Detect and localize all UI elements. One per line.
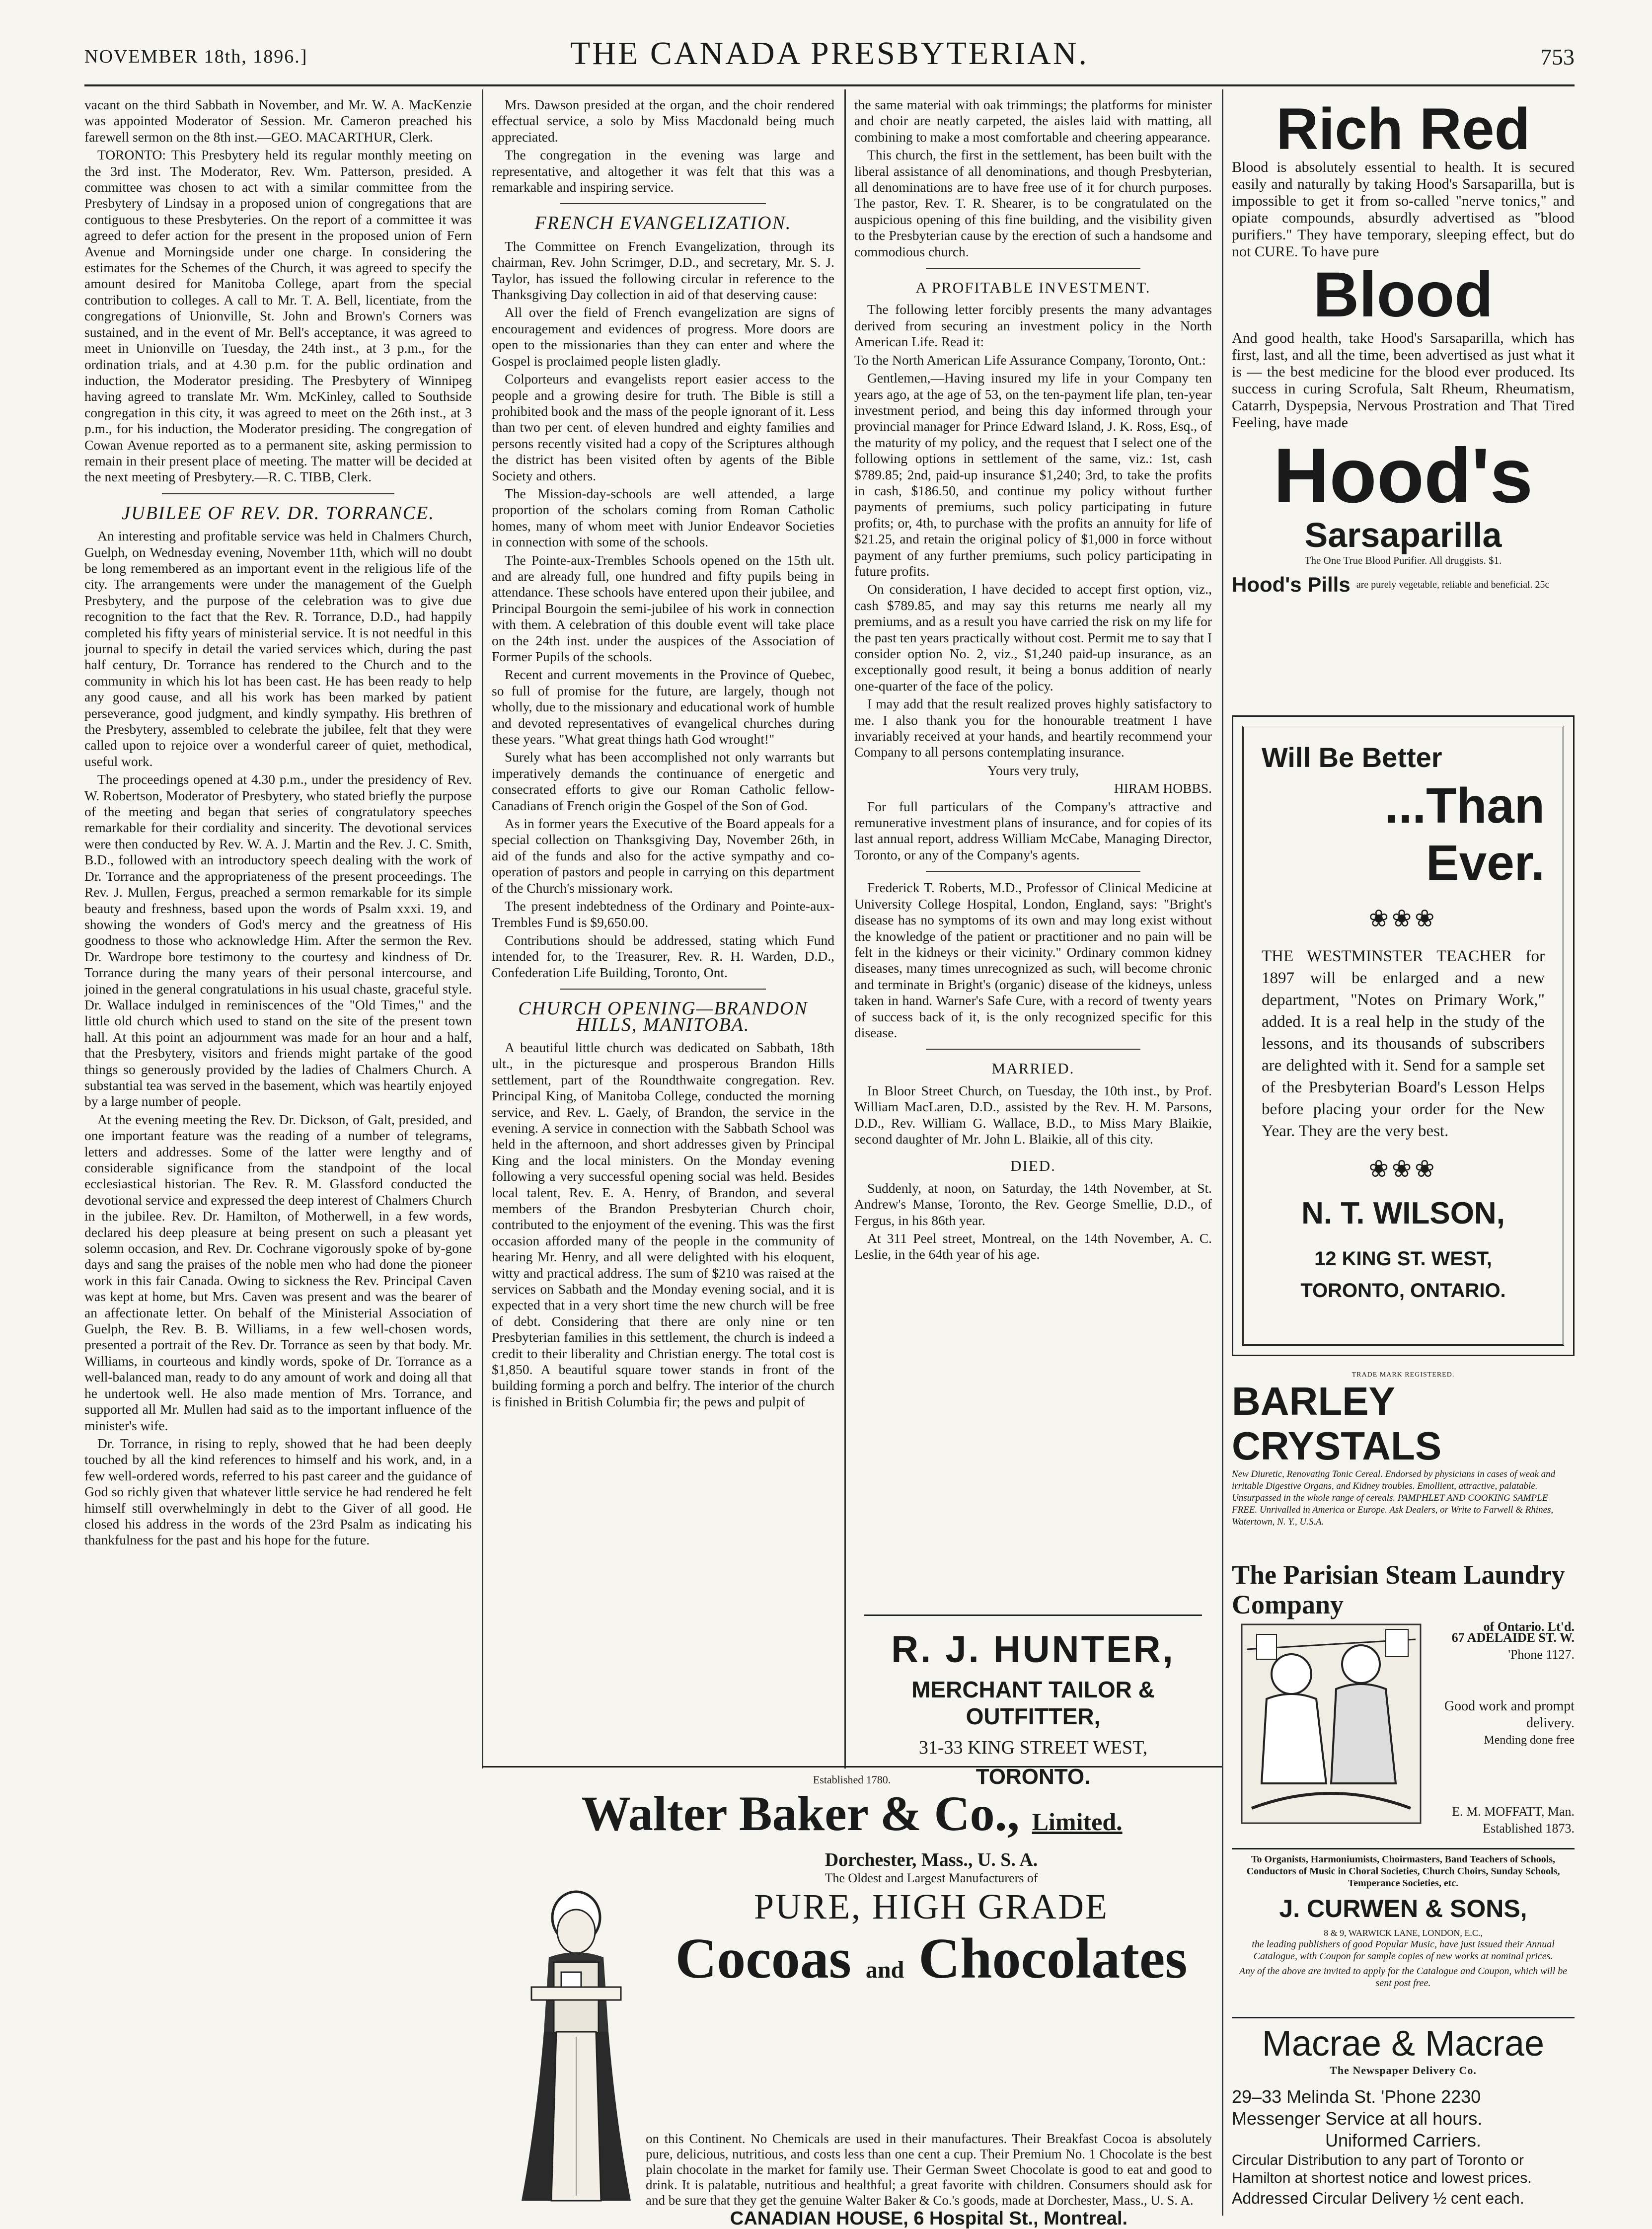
article-paragraph: Colporteurs and evangelists report easier access to the people and a growing desire for truth. The Bible is still a prohibited book and the mass of the people ignorant of it. Less than two per cent. of eleven hundred and eighty families and persons recently visited had a copy of the Scriptures although the district has been visited often by agents of the Bible Society and others. [492,371,834,483]
article-paragraph: vacant on the third Sabbath in November, and Mr. W. A. MacKenzie was appointed Moderator of Session. Mr. Cameron preached his farewell sermon on the 8th inst.—GEO. MACARTHUR, Clerk. [84,97,472,145]
hoods-pills [1232,573,1575,597]
macrae-ad [1232,2017,1575,2222]
section-rule [162,493,394,494]
article-paragraph: This church, the first in the settlement, has been built with the liberal assistance of all denominations, and though Presbyterian, all denominations are to have free use of it for church purposes. The pastor, Rev. T. R. Shearer, is to be congratulated on the auspicious opening of this fine building, and the visibility given to the Presbyterian cause by the erection of such a handsome and commodious church. [854,147,1212,259]
article-paragraph: The following letter forcibly presents the many advantages derived from securing an investment policy in the North American Life. Read it: [854,302,1212,350]
page-header [84,35,1575,79]
macrae-line-3: Uniformed Carriers. [1325,2130,1482,2151]
article-paragraph: TORONTO: This Presbytery held its regular monthly meeting on the 3rd inst. The Moderator, Rev. Wm. Patterson, presided. A committee was chosen to act with a similar committee from the Presbytery of Lindsay in a proposed union of congregations that are contiguous to these Presbyteries. On the report of a committee it was agreed to defer action for the present in the proposed union of Fern Avenue and Morningside under one charge. In considering the estimates for the Schemes of the Church, it was agreed to specify the amount desired for Manitoba College, apart from the special contribution to colleges. A call to Mr. T. A. Bell, licentiate, from the congregations of Unionville, St. John and Brown's Corners was sustained, and in the event of Mr. Bell's acceptance, it was agreed to meet in Unionville on Tuesday, the 24th inst., at 3 p.m., for the ordination trials, and at 4.30 p.m. for the public ordination and induction, the Moderator presiding. The Presbytery of Winnipeg having agreed to translate Mr. Wm. McKinley, called to Southside congregation in this city, it was agreed to meet on the 26th inst., at 3 p.m., for his induction, the Moderator presiding. The congregation of Cowan Avenue reported as to a permanent site, asking permission to remain in their present place of meeting. The matter will be decided at the next meeting of Presbytery.—R. C. TIBB, Clerk. [84,147,472,485]
notice-paragraph: Suddenly, at noon, on Saturday, the 14th November, at St. Andrew's Manse, Toronto, the Rev. George Smellie, D.D., of Fergus, in his 86th year. [854,1180,1212,1228]
article-column-2 [492,97,834,1761]
baker-cocoas: Cocoas [675,1927,851,1991]
hunter-trade: MERCHANT TAILOR & OUTFITTER, [911,1677,1155,1729]
ad-inner-border [1242,726,1564,1346]
section-rule [926,1049,1140,1050]
section-rule [926,871,1140,872]
baker-chocolates: Chocolates [918,1927,1188,1991]
parisian-mending: Mending done free [1484,1734,1575,1747]
hoods-text-1: Blood is absolutely essential to health. It is secured easily and naturally by taking Hood's Sarsaparilla, but is impossible to get it from so-called "nerve tonics," and opiate compounds, absurdly advertised as "blood purifiers." They have temporary, sleeping effect, but do not CURE. To have pure [1232,159,1575,260]
column-divider [482,89,483,1768]
article-heading: FRENCH EVANGELIZATION. [534,213,792,234]
article-paragraph: Contributions should be addressed, stating which Fund intended for, to the Treasurer, Rev. R. H. Warden, D.D., Confederation Life Building, Toronto, Ont. [492,932,834,980]
parisian-laundry-ad [1232,1560,1575,1848]
ornament: ❀❀❀ [1368,1156,1438,1182]
article-heading: A PROFITABLE INVESTMENT. [915,279,1151,297]
section-rule [560,203,766,204]
walter-baker-ad [482,1768,1222,2229]
section-rule [926,268,1140,269]
macrae-line-5: Addressed Circular Delivery ½ cent each. [1232,2189,1524,2207]
article-heading: JUBILEE OF REV. DR. TORRANCE. [122,502,435,524]
notice-paragraph: In Bloor Street Church, on Tuesday, the 10th inst., by Prof. William MacLaren, D.D., assisted by the Rev. H. M. Parsons, D.D., Rev. William G. Wallace, B.D., to Miss Mary Blaikie, second daughter of Mr. John L. Blaikie, all of this city. [854,1082,1212,1147]
parisian-work: Good work and prompt delivery. [1444,1698,1575,1731]
baker-body-text: on this Continent. No Chemicals are used in their manufactures. Their Breakfast Cocoa is absolutely pure, delicious, nutritious, and costs less than one cent a cup. Their Premium No. 1 Chocolate is the best plain chocolate in the market for family use. Their German Sweet Chocolate is good to eat and good to drink. It is palatable, nutritious and healthful; a great favorite with children. Consumers should ask for and be sure that they get the genuine Walter Baker & Co.'s goods, made at Dorchester, Mass., U. S. A. [646,2131,1212,2208]
article-column-1 [84,97,472,2218]
macrae-line-4: Circular Distribution to any part of Toronto or Hamilton at shortest notice and lowest prices. [1232,2152,1532,2186]
article-paragraph: The Committee on French Evangelization, through its chairman, Rev. John Scrimger, D.D., and secretary, Mr. S. J. Taylor, has issued the following circular in reference to the Thanksgiving Day collection in aid of that deserving cause: [492,238,834,303]
page-number: 753 [1540,44,1575,70]
baker-cocoas-chocolates [641,1927,1222,2001]
curwen-note: Any of the above are invited to apply for the Catalogue and Coupon, which will be sent post free. [1239,1966,1568,1989]
article-paragraph: Dr. Torrance, in rising to reply, showed that he had been deeply touched by all the kind references to himself and his work, and, in a few well-ordered words, referred to his past career and the guidance of God so richly given that whatever little service he had rendered he felt himself still overwhelmingly in debt to the Giver of all good. He closed his address in the words of the 23rd Psalm as indicating his thankfulness for the past and his hope for the future. [84,1435,472,1548]
ad-rule [1232,1848,1575,1849]
article-paragraph: I may add that the result realized proves highly satisfactory to me. I also thank you for the honourable treatment I have invariably received at your hands, and heartily recommend your Company to all persons contemplating insurance. [854,696,1212,760]
hunter-name: R. J. HUNTER, [891,1628,1175,1671]
parisian-sub: of Ontario. Lt'd. [1483,1619,1575,1634]
parisian-title: The Parisian Steam Laundry Company [1232,1560,1565,1619]
macrae-line-1: 29–33 Melinda St. 'Phone 2230 [1232,2086,1481,2107]
baker-place: Dorchester, Mass., U. S. A. [825,1849,1038,1870]
barley-trademark: TRADE MARK REGISTERED. [1352,1371,1455,1379]
header-rule [84,84,1575,86]
article-column-3 [854,97,1212,1304]
article-paragraph: The Pointe-aux-Trembles Schools opened on the 15th ult. and are already full, one hundred and fifty pupils being in attendance. These schools have entered upon their jubilee, and Principal Bourgoin the semi-jubilee of his work in connection with them. A celebration of this double event will take place on the 24th inst. under the auspices of the Association of Former Pupils of the schools. [492,552,834,664]
la-belle-chocolatiere-illustration [502,1883,651,2211]
baker-name [482,1786,1222,1849]
hoods-headline-blood: Blood [1313,259,1494,330]
article-paragraph: All over the field of French evangelization are signs of encouragement and evidences of progress. More doors are open to the missionaries than they can enter and where the Gospel is proclaimed people listen gladly. [492,305,834,369]
curwen-address: 8 & 9, WARWICK LANE, LONDON, E.C., [1324,1928,1483,1938]
hunter-address: 31-33 KING STREET WEST, [918,1737,1148,1758]
westminster-teacher-ad [1232,715,1575,1356]
baker-product-line: PURE, HIGH GRADE [754,1887,1109,1926]
westminster-addr-1: 12 KING ST. WEST, [1314,1248,1492,1270]
article-paragraph: The proceedings opened at 4.30 p.m., under the presidency of Rev. W. Robertson, Moderator of Presbytery, who stated briefly the purpose of the meeting and began that series of congratulatory speeches remarkable for their cordiality and sincerity. The devotional services were then conducted by Rev. W. A. J. Martin and the Rev. J. C. Smith, B.D., followed with an introductory speech dealing with the work of Dr. Torrance and the appropriateness of the present proceedings. The Rev. J. Mullen, Fergus, preached a sermon remarkable for its simple beauty and freshness, based upon the words of Psalm xxxi. 19, and showing the wonders of God's mercy and the greatness of His goodness to those who acknowledge Him. After the sermon the Rev. Dr. Wardrope bore testimony to the courtesy and kindness of Dr. Torrance during the many years of their personal intercourse, and joined in the general congratulations in his usual chaste, graceful style. Dr. Wallace indulged in reminiscences of the "Old Times," and the little old church which used to stand on the site of the present town hall. At this point an adjournment was made for an hour and a half, that the Presbytery, visitors and friends might partake of the good things so generously provided by the ladies of Chalmers Church. A substantial tea was served in the basement, which was heartily enjoyed by a large number of people. [84,771,472,1109]
curwen-text: the leading publishers of good Popular Music, have just issued their Annual Catalogue, with Coupon for sample copies of new works at nominal prices. [1252,1939,1555,1962]
westminster-address [1262,1243,1545,1307]
section-rule [560,989,766,990]
hoods-product: Sarsaparilla [1304,516,1502,554]
hoods-pills-name: Hood's Pills [1232,573,1351,596]
hoods-text-2: And good health, take Hood's Sarsaparilla, which has first, last, and all the time, been advertised as just what it is — the best medicine for the blood ever produced. Its success in curing Scrofula, Salt Rheum, Rheumatism, Catarrh, Dyspepsia, Nervous Prostration and That Tired Feeling, have made [1232,330,1575,431]
curwen-audience: To Organists, Harmoniumists, Choirmasters, Band Teachers of Schools, Conductors of Music in Choral Societies, Church Choirs, Sunday Schools, Temperance Societies, etc. [1246,1854,1560,1889]
hoods-headline-rich-red: Rich Red [1276,96,1530,162]
article-paragraph: the same material with oak trimmings; the platforms for minister and choir are neatly carpeted, the aisles laid with matting, all combining to make a most comfortable and cheering appearance. [854,97,1212,145]
article-paragraph: For full particulars of the Company's attractive and remunerative investment plans of insurance, and for copies of its last annual report, address William McCabe, Managing Director, Toronto, or any of the Company's agents. [854,798,1212,862]
article-paragraph: As in former years the Executive of the Board appeals for a special collection on Thanksgiving Day, November 26th, in aid of the funds and also for the active sympathy and co-operation of pastors and people in carrying on this department of the Church's missionary work. [492,816,834,896]
masthead: THE CANADA PRESBYTERIAN. [570,35,1089,72]
article-paragraph: A beautiful little church was dedicated on Sabbath, 18th ult., in the picturesque and prosperous Brandon Hills settlement, part of the Roundthwaite congregation. Rev. Principal King, of Manitoba College, conducted the morning service, and Rev. L. Gaely, of Brandon, the service in the evening. A service in connection with the Sabbath School was held in the afternoon, and short addresses given by Principal King and the local ministers. On the Monday evening following a very successful opening social was held. Besides local talent, Rev. E. A. Henry, of Brandon, and several members of the Brandon Presbyterian Church choir, contributed to the enjoyment of the evening. This was the first occasion afforded many of the people in the community of hearing Mr. Henry, and all were delighted with his eloquent, witty and practical address. The sum of $210 was raised at the services on Sabbath and the Monday evening social, and it is expected that in a very short time the new church will be free of debt. Considering that there are only nine or ten Presbyterian families in this settlement, the church is indeed a credit to their liberality and Christian energy. The total cost is $1,850. A beautiful square tower stands in front of the building forming a porch and belfry. The interior of the church is finished in British Columbia fir; the pews and pulpit of [492,1039,834,1409]
hoods-sarsaparilla-ad [1232,96,1575,671]
article-paragraph: The congregation in the evening was large and representative, and altogether it was felt that this was a remarkable and inspiring service. [492,147,834,195]
baker-and: and [865,1957,904,1983]
article-paragraph: Surely what has been accomplished not only warrants but imperatively demands the continuance of energetic and consecrated efforts to give our Roman Catholic fellow-Canadians of French origin the Gospel of the Son of God. [492,749,834,813]
hoods-brand: Hood's [1273,433,1533,519]
article-paragraph: Frederick T. Roberts, M.D., Professor of Clinical Medicine at University College Hospital, London, England, says: "Bright's disease has no symptoms of its own and may long exist without the knowledge of the patient or practitioner and no pain will be felt in the kidneys or their vicinity." Ordinary common kidney diseases, many times unrecognized as such, will become chronic and terminate in Bright's (organic) disease of the kidneys, unless taken in hand. Warner's Safe Cure, with a record of twenty years of success back of it, is the only recognized specific for this disease. [854,880,1212,1040]
barley-name: BARLEY CRYSTALS [1232,1379,1442,1468]
article-paragraph: The present indebtedness of the Ordinary and Pointe-aux-Trembles Fund is $9,650.00. [492,898,834,930]
westminster-line-1: Will Be Better [1262,742,1442,773]
article-paragraph: Recent and current movements in the Province of Quebec, so full of promise for the future, are largely, though not wholly, due to the missionary and educational work of humble and devoted representatives of evangelical churches during these years. "What great things hath God wrought!" [492,667,834,747]
barley-text: New Diuretic, Renovating Tonic Cereal. Endorsed by physicians in cases of weak and irritable Digestive Organs, and Kidney troubles. Emollient, attractive, palatable. Unsurpassed in the whole range of cereals. PAMPHLET AND COOKING SAMPLE FREE. Unrivalled in America or Europe. Ask Dealers, or Write to Farwell & Rhines, Watertown, N. Y., U.S.A. [1232,1469,1556,1527]
column-divider [1222,89,1223,2216]
parisian-address: 67 ADELAIDE ST. W. [1451,1630,1575,1645]
westminster-line-2: ...Than Ever. [1384,778,1545,891]
macrae-title: Macrae & Macrae [1262,2024,1545,2064]
notice-paragraph: At 311 Peel street, Montreal, on the 14th November, A. C. Leslie, in the 64th year of his age. [854,1230,1212,1262]
barley-crystals-ad [1232,1371,1575,1560]
westminster-desc: THE WESTMINSTER TEACHER for 1897 will be enlarged and a new department, "Notes on Primary Work," added. It is a real help in the study of the lessons, and its thousands of subscribers are delighted with it. Send for a sample set of the Presbyterian Board's Lesson Helps before placing your order for the New Year. They are the very best. [1262,947,1545,1140]
parisian-details [1435,1629,1575,1837]
baker-tagline: The Oldest and Largest Manufacturers of [825,1871,1038,1885]
ad-rule [864,1614,1202,1616]
hunter-city: TORONTO. [976,1765,1091,1789]
macrae-sub: The Newspaper Delivery Co. [1330,2064,1477,2076]
parisian-phone: 'Phone 1127. [1508,1647,1575,1662]
article-paragraph: The Mission-day-schools are well attended, a large proportion of the scholars coming from Roman Catholic homes, many of whom meet with Junior Endeavor Societies in connection with some of the schools. [492,485,834,550]
baker-footer: CANADIAN HOUSE, 6 Hospital St., Montreal. [730,2208,1128,2229]
article-paragraph: Mrs. Dawson presided at the organ, and the choir rendered effectual service, a solo by Miss Macdonald being much appreciated. [492,97,834,145]
parisian-manager: E. M. MOFFATT, Man. [1452,1804,1575,1819]
westminster-agent: N. T. WILSON, [1301,1196,1505,1230]
article-heading: CHURCH OPENING—BRANDON HILLS, MANITOBA. [518,998,808,1035]
hoods-pills-desc: are purely vegetable, reliable and beneficial. 25c [1356,579,1550,590]
column-divider [844,89,846,1768]
ornament: ❀❀❀ [1368,906,1438,932]
letter-signature: HIRAM HOBBS. [1114,780,1212,796]
issue-date: NOVEMBER 18th, 1896.] [84,46,308,67]
westminster-addr-2: TORONTO, ONTARIO. [1300,1280,1506,1302]
baker-established: Established 1780. [813,1773,891,1786]
notice-heading: MARRIED. [991,1060,1075,1077]
letter-address: To the North American Life Assurance Company, Toronto, Ont.: [854,352,1206,368]
article-paragraph: An interesting and profitable service was held in Chalmers Church, Guelph, on Wednesday evening, November 11th, which will no doubt be long remembered as an important event in the religious life of the city. The arrangements were under the management of the Guelph Presbytery, and the purpose of the celebration was to give due recognition to the fact that the Rev. R. Torrance, D.D., had happily completed his fifty years of ministerial service. It is not needful in this journal to specify in detail the varied services which, during the past half century, Dr. Torrance has rendered to the Church and to the community in which his lot has been cast. He has been ready to help any good cause, and all his work has been marked by patient perseverance, good judgment, and kindly sympathy. His brethren of the Presbytery, assembled to celebrate the jubilee, felt that they were called upon to rejoice over a wonderful career of quiet, methodical, useful work. [84,528,472,769]
notice-heading: DIED. [1010,1157,1056,1175]
curwen-name: J. CURWEN & SONS, [1279,1895,1527,1922]
article-paragraph: On consideration, I have decided to accept first option, viz., cash $789.85, and may say this returns me nearly all my premiums, and as a result you have carried the risk on my life for the past ten years practically without cost. Permit me to say that I consider option No. 2, viz., $1,240 paid-up insurance, as an exceptionally good result, it being a bonus addition of nearly one-quarter of the face of the policy. [854,581,1212,693]
article-paragraph: Gentlemen,—Having insured my life in your Company ten years ago, at the age of 53, on the ten-payment life plan, ten-year investment period, and being this day informed through your provincial manager for Prince Edward Island, J. K. Ross, Esq., of the maturity of my policy, and the request that I select one of the following options in settlement of the same, viz.: 1st, cash $789.85; 2nd, paid-up insurance $1,240; 3rd, to take the profits in cash, $186.50, and continue my policy without further payments of premiums, such policy participating in future profits; or, 4th, to purchase with the profits an annuity for life of $21.25, and retain the original policy of $1,000 in force without payment of any further premiums, such policy participating in future profits. [854,370,1212,579]
curwen-ad [1232,1848,1575,2012]
baker-limited: Limited. [1032,1808,1123,1836]
macrae-line-2: Messenger Service at all hours. [1232,2108,1483,2129]
laundry-children-illustration [1232,1619,1430,1838]
hoods-tagline: The One True Blood Purifier. All druggists. $1. [1304,554,1502,566]
letter-closing: Yours very truly, [987,762,1079,778]
baker-company: Walter Baker & Co., [581,1786,1020,1841]
parisian-established: Established 1873. [1483,1821,1575,1836]
article-paragraph: At the evening meeting the Rev. Dr. Dickson, of Galt, presided, and one important feature was the reading of a number of telegrams, letters and addresses. Some of the latter were lengthy and of considerable significance from the standpoint of the local ecclesiastical historian. The Rev. R. M. Glassford conducted the devotional service and expressed the deep interest of Chalmers Church in the jubilee. Rev. Dr. Hamilton, of Motherwell, in a few words, declared his deep pleasure at being present on such a pleasant yet solemn occasion, and Rev. Dr. Cochrane vigorously spoke of by-gone days and sang the praises of the noble men who had done the pioneer work in this fair Canada. Owing to sickness the Rev. Principal Caven was kept at home, but Mrs. Caven was present and was the bearer of an affectionate letter. On behalf of the Ministerial Association of Guelph, the Rev. B. B. Williams, in a few well-chosen words, presented a portrait of the Rev. Dr. Torrance as seen by that body. Mr. Williams, in courteous and kindly words, spoke of Dr. Torrance as a well-balanced man, ready to do any amount of work and doing all that he undertook well. He also made mention of Mrs. Torrance, and supported all Mr. Mullen had said as to the important influence of the minister's wife. [84,1111,472,1433]
